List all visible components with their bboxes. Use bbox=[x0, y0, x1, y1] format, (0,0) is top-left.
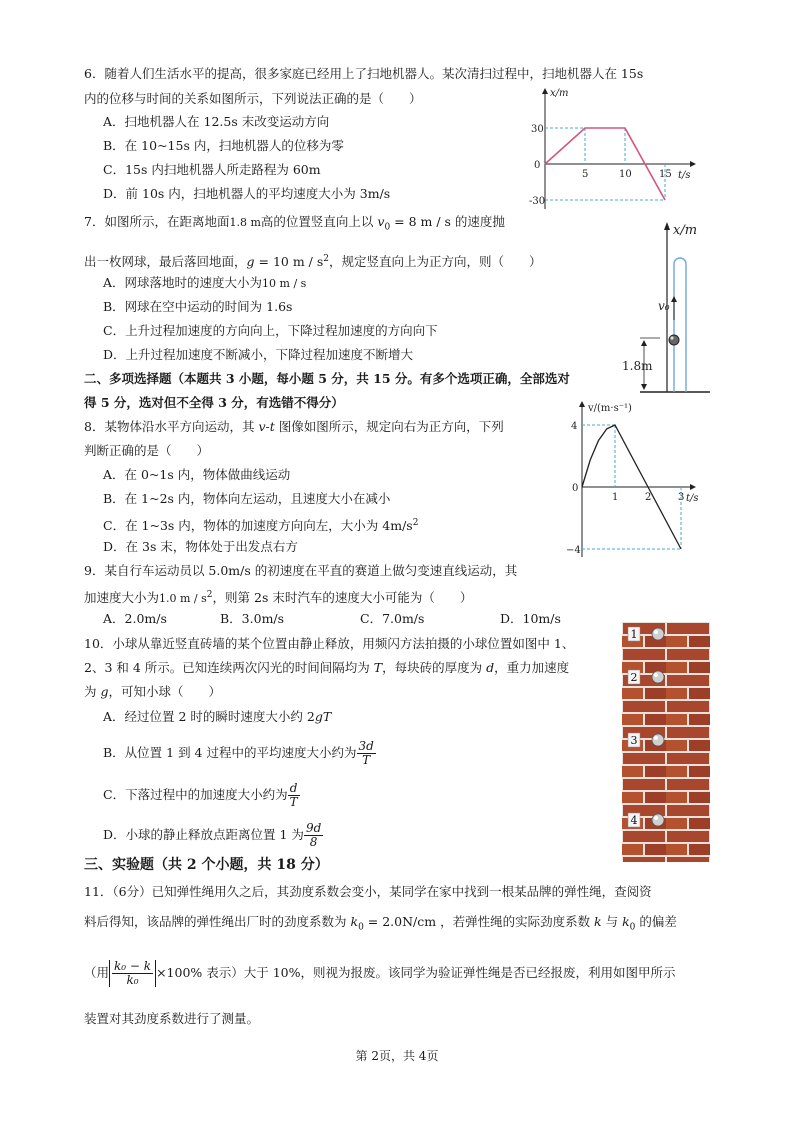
chart2-x-arrow bbox=[690, 484, 696, 490]
chart2-ytick-4: 4 bbox=[571, 421, 578, 432]
q7-ball bbox=[669, 335, 679, 345]
ball-label-3: 3 bbox=[630, 734, 638, 747]
q10-option-a: A．经过位置 2 时的瞬时速度大小约 2gT bbox=[103, 709, 332, 724]
q10-stem-line2: 2、3 和 4 所示。已知连续两次闪光的时间间隔均为 T，每块砖的厚度为 d，重力加速度 bbox=[84, 660, 570, 675]
chart1-y-arrow bbox=[542, 88, 548, 94]
q7-trajectory bbox=[674, 258, 686, 392]
q7-option-d: D．上升过程加速度不断减小，下降过程加速度不断增大 bbox=[103, 347, 414, 362]
q6-option-a: A．扫地机器人在 12.5s 末改变运动方向 bbox=[103, 114, 330, 129]
page-footer: 第 2页，共 4页 bbox=[355, 1049, 439, 1063]
ball-1 bbox=[652, 628, 664, 640]
q8-option-d: D．在 3s 末，物体处于出发点右方 bbox=[103, 539, 298, 554]
ball-label-4: 4 bbox=[630, 814, 638, 827]
chart1-origin: 0 bbox=[534, 160, 541, 171]
q7-option-a: A．网球落地时的速度大小为10 m / s bbox=[103, 275, 307, 290]
q7-v0-label: v₀ bbox=[658, 299, 670, 313]
chart1-ytick-neg30: -30 bbox=[529, 196, 546, 207]
q11-line2: 料后得知，该品牌的弹性绳出厂时的劲度系数为 $k_0 = 2.0N/cm$ ，若弹性绳的实际劲度系数 k 与 $k_0$ 的偏差 bbox=[84, 914, 677, 933]
q6-stem-line2: 内的位移与时间的关系如图所示，下列说法正确的是（ ） bbox=[84, 91, 422, 106]
ball-4 bbox=[652, 814, 664, 826]
q10-option-b: B．从位置 1 到 4 过程中的平均速度大小约为 $\frac{3d}{T}$ bbox=[103, 739, 374, 767]
ball-label-2: 2 bbox=[630, 671, 638, 684]
ball-highlight-3 bbox=[654, 736, 658, 740]
chart2-origin: 0 bbox=[572, 483, 579, 494]
q7-height-label: 1.8m bbox=[622, 359, 653, 373]
q7-stem-line2: 出一枚网球，最后落回地面，g = 10 m / $s^2$，规定竖直向上为正方向，则（ ） bbox=[84, 254, 542, 270]
chart2-xlabel: t/s bbox=[686, 493, 699, 504]
q10-stem-line3: 为 g，可知小球（ ） bbox=[84, 684, 222, 699]
q10-option-d: D．小球的静止释放点距离位置 1 为 $\frac{9d}{8}$ bbox=[103, 821, 322, 849]
chart1-ytick-30: 30 bbox=[531, 124, 544, 135]
q7-stem-line1: 7．如图所示，在距离地面1.8 m高的位置竖直向上以 $v_0 = 8$ m / s 的速度抛 bbox=[84, 214, 505, 233]
q7-axis-label: x/m bbox=[673, 223, 698, 238]
q6-stem-line1: 6．随着人们生活水平的提高，很多家庭已经用上了扫地机器人。某次清扫过程中，扫地机器人在 15s bbox=[84, 66, 644, 81]
q7-ball-figure bbox=[610, 212, 720, 398]
q11-line3: （用 $\frac{\text{k₀ − k}}{\text{k₀}}$ ×100% 表示）大于 10%，则视为报废。该同学为验证弹性绳是否已经报废，利用如图甲所示 bbox=[84, 959, 676, 987]
q8-vt-chart bbox=[566, 395, 705, 560]
q6-option-c: C．15s 内扫地机器人所走路程为 60m bbox=[103, 162, 321, 177]
q8-option-c: C．在 1~3s 内，物体的加速度方向向左，大小为 $4m/s^2$ bbox=[103, 518, 419, 534]
q9-option-d: D．10m/s bbox=[500, 611, 561, 626]
chart1-xtick-15: 15 bbox=[659, 169, 672, 180]
q6-option-d: D．前 10s 内，扫地机器人的平均速度大小为 3m/s bbox=[103, 186, 391, 201]
q10-b-numerator: 3d bbox=[358, 739, 374, 753]
q10-d-denominator: 8 bbox=[309, 835, 318, 849]
ball-label-1: 1 bbox=[630, 628, 638, 641]
q10-c-denominator: T bbox=[289, 795, 298, 809]
section3-title: 三、实验题（共 2 个小题，共 18 分） bbox=[84, 857, 329, 873]
chart2-xtick-3: 3 bbox=[678, 492, 685, 503]
q7-option-c: C．上升过程加速度的方向向上，下降过程加速度的方向向下 bbox=[103, 323, 438, 338]
q6-option-b: B．在 10~15s 内，扫地机器人的位移为零 bbox=[103, 138, 344, 153]
q8-option-a: A．在 0~1s 内，物体做曲线运动 bbox=[103, 467, 291, 482]
q10-d-numerator: 9d bbox=[305, 821, 322, 835]
ball-3 bbox=[652, 734, 664, 746]
q9-option-b: B．3.0m/s bbox=[220, 611, 285, 626]
ball-highlight-1 bbox=[654, 630, 658, 634]
chart1-xtick-5: 5 bbox=[582, 169, 589, 180]
chart1-xtick-10: 10 bbox=[619, 169, 632, 180]
chart2-xtick-1: 1 bbox=[612, 492, 619, 503]
ball-2 bbox=[652, 671, 664, 683]
chart2-ytick-neg4: −4 bbox=[566, 545, 581, 556]
chart1-x-arrow bbox=[690, 161, 696, 167]
chart2-xtick-2: 2 bbox=[645, 492, 652, 503]
q9-stem-line2: 加速度大小为1.0 m / $s^2$，则第 2s 末时汽车的速度大小可能为（ ） bbox=[84, 590, 473, 606]
ball-highlight-2 bbox=[654, 673, 658, 677]
chart1-ylabel: x/m bbox=[550, 88, 569, 99]
q10-b-denominator: T bbox=[362, 753, 371, 767]
q10-stem-line1: 10．小球从靠近竖直砖墙的某个位置由静止释放，用频闪方法拍摄的小球位置如图中 1、 bbox=[84, 636, 575, 651]
q9-option-a: A．2.0m/s bbox=[103, 611, 167, 626]
q10-c-numerator: d bbox=[288, 782, 300, 796]
section2-title-line2: 得 5 分，选对但不全得 3 分，有选错不得分） bbox=[84, 395, 344, 410]
chart1-xlabel: t/s bbox=[678, 170, 691, 181]
q11-line4: 装置对其劲度系数进行了测量。 bbox=[84, 1011, 260, 1026]
q8-option-b: B．在 1~2s 内，物体向左运动，且速度大小在减小 bbox=[103, 491, 391, 506]
q10-brick-wall-figure bbox=[622, 622, 710, 862]
q9-stem-line1: 9．某自行车运动员以 5.0m/s 的初速度在平直的赛道上做匀变速直线运动，其 bbox=[84, 563, 518, 578]
q10-option-c: C．下落过程中的加速度大小约为 $\frac{d}{T}$ bbox=[103, 781, 298, 809]
q11-frac-num: k₀ − k bbox=[114, 959, 152, 973]
q8-stem-line2: 判断正确的是（ ） bbox=[84, 443, 210, 458]
chart2-ylabel: v/(m·s⁻¹) bbox=[588, 403, 632, 414]
chart2-y-arrow bbox=[579, 401, 585, 407]
q7-option-b: B．网球在空中运动的时间为 1.6s bbox=[103, 299, 293, 314]
q9-option-c: C．7.0m/s bbox=[360, 611, 425, 626]
q6-xt-chart bbox=[530, 84, 700, 214]
q8-stem-line1: 8．某物体沿水平方向运动，其 v-t 图像如图所示，规定向右为正方向，下列 bbox=[84, 419, 504, 434]
q11-line1: 11．（6分）已知弹性绳用久之后，其劲度系数会变小，某同学在家中找到一根某品牌的弹性绳，查阅资 bbox=[84, 884, 652, 899]
section2-title-line1: 二、多项选择题（本题共 3 小题，每小题 5 分，共 15 分。有多个选项正确，全部选对 bbox=[84, 371, 570, 386]
q11-frac-den: k₀ bbox=[126, 973, 139, 987]
ball-highlight-4 bbox=[654, 816, 658, 820]
q11-abs-bars bbox=[109, 960, 156, 987]
